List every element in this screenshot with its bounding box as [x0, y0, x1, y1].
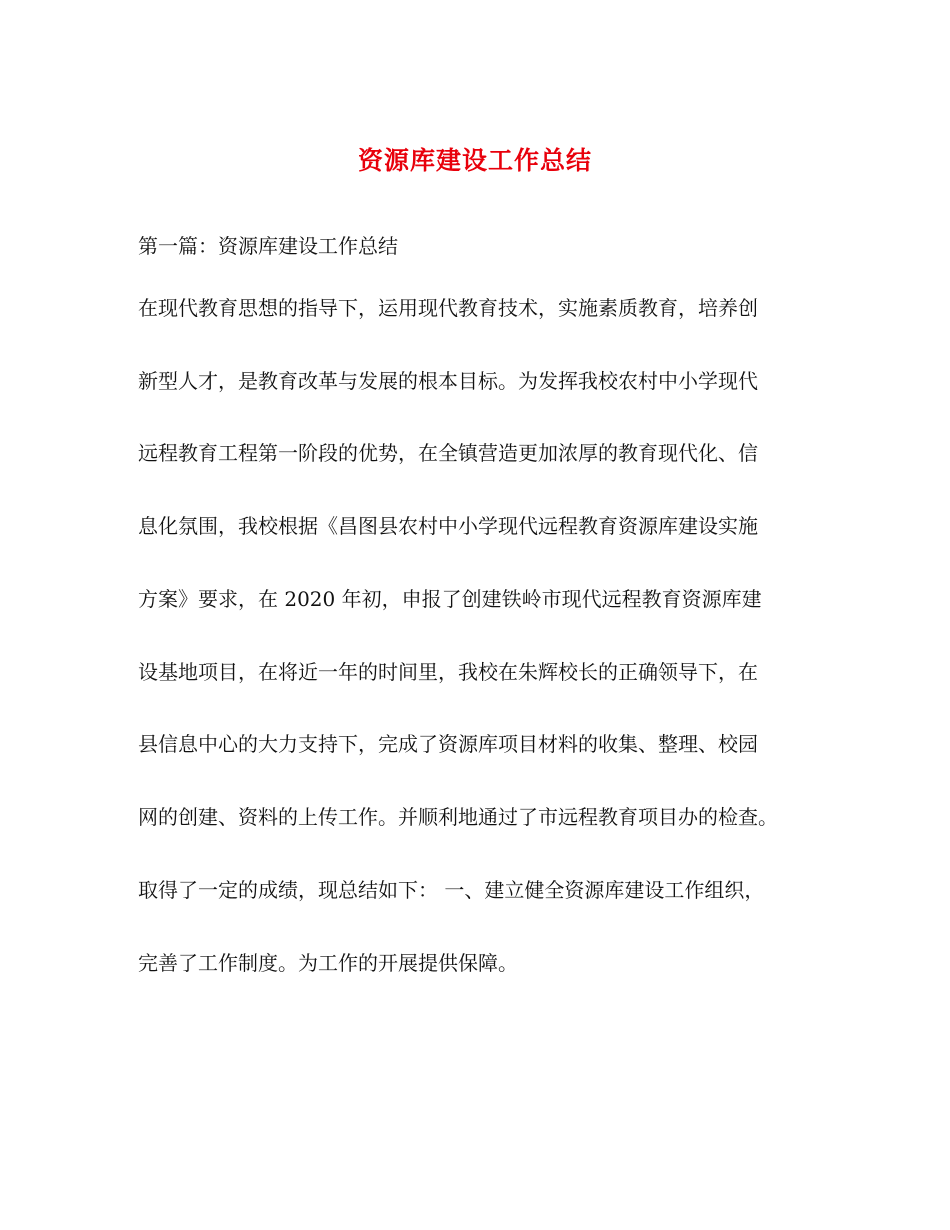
body-line-8: 网的创建、资料的上传工作。并顺利地通过了市远程教育项目办的检查。: [138, 805, 778, 829]
body-line-6: 设基地项目，在将近一年的时间里，我校在朱辉校长的正确领导下，在: [138, 660, 758, 684]
document-title: 资源库建设工作总结: [357, 146, 592, 175]
body-line-7: 县信息中心的大力支持下，完成了资源库项目材料的收集、整理、校园: [138, 732, 758, 756]
body-line-1: 在现代教育思想的指导下，运用现代教育技术，实施素质教育，培养创: [138, 296, 758, 320]
body-line-4: 息化氛围，我校根据《昌图县农村中小学现代远程教育资源库建设实施: [138, 514, 758, 538]
body-line-9: 取得了一定的成绩，现总结如下： 一、建立健全资源库建设工作组织，: [138, 878, 765, 902]
body-line-2: 新型人才，是教育改革与发展的根本目标。为发挥我校农村中小学现代: [138, 369, 758, 393]
body-line-5: 方案》要求，在 2020 年初，申报了创建铁岭市现代远程教育资源库建: [138, 587, 762, 611]
section-heading: 第一篇：资源库建设工作总结: [138, 234, 398, 258]
body-line-10: 完善了工作制度。为工作的开展提供保障。: [138, 951, 518, 975]
body-line-3: 远程教育工程第一阶段的优势，在全镇营造更加浓厚的教育现代化、信: [138, 441, 758, 465]
